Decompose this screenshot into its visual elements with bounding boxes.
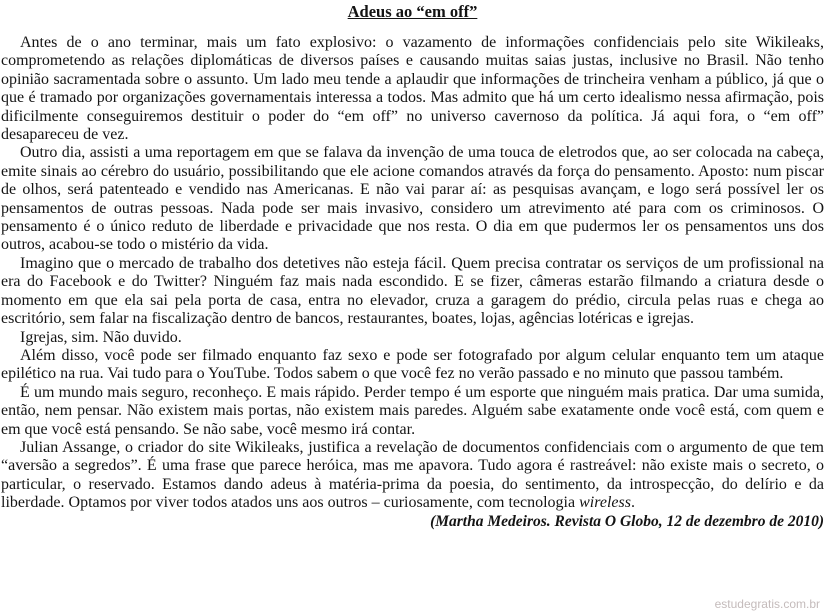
paragraph-text: É um mundo mais seguro, reconheço. E mais rápido. Perder tempo é um esporte que ninguém mais pratica. Dar uma sumida, então, nem pensar. Não existem mais portas, não existem mais paredes. Alguém sabe exatamente onde você está, com quem e em que você está pensando. Se não sabe, você mesmo irá contar. xyxy=(1,383,824,438)
paragraph xyxy=(1,384,824,439)
paragraph xyxy=(1,144,824,254)
paragraph-text: Além disso, você pode ser filmado enquanto faz sexo e pode ser fotografado por algum celular enquanto tem um ataque epilético na rua. Vai tudo para o YouTube. Todos sabem o que você fez no verão passado e no minuto que passou também. xyxy=(1,346,824,383)
paragraph-text: Igrejas, sim. Não duvido. xyxy=(20,328,182,346)
attribution: (Martha Medeiros. Revista O Globo, 12 de dezembro de 2010) xyxy=(430,512,824,530)
paragraph xyxy=(1,34,824,144)
paragraph-text: Outro dia, assisti a uma reportagem em que se falava da invenção de uma touca de eletrodos que, ao ser colocada na cabeça, emite sinais ao cérebro do usuário, possibilitando que ele acione comandos através da força do pensamento. Aposto: num piscar de olhos, será patenteado e vendido nas Americanas. E não vai parar aí: as pesquisas avançam, e logo será possível ler os pensamentos de outras pessoas. Nada pode ser mais invasivo, considero um atrevimento até para com os criminosos. O pensamento é o único reduto de liberdade e privacidade que nos resta. O dia em que pudermos ler os pensamentos uns dos outros, acabou-se todo o mistério da vida. xyxy=(1,144,824,254)
paragraph-text: Julian Assange, o criador do site Wikileaks, justifica a revelação de documentos confidenciais com o argumento de que tem “aversão a segredos”. É uma frase que parece heróica, mas me apavora. Tudo agora é rastreável: não existe mais o secreto, o particular, o reservado. Estamos dando adeus à matéria-prima da poesia, do sentimento, da introspecção, do delírio e da liberdade. Optamos por viver todos atados uns aos outros – curiosamente, com tecnologia xyxy=(1,438,824,512)
document-body xyxy=(1,34,824,513)
italic-text: wireless xyxy=(579,494,631,512)
document-title: Adeus ao “em off” xyxy=(347,2,478,21)
paragraph xyxy=(1,329,824,347)
paragraph xyxy=(1,439,824,513)
paragraph xyxy=(1,255,824,329)
watermark: estudegratis.com.br xyxy=(714,597,820,611)
paragraph-text: Antes de o ano terminar, mais um fato explosivo: o vazamento de informações confidenciais pelo site Wikileaks, comprometendo as relações diplomáticas de diversos países e causando muitas saias justas, inclusive no Brasil. Não tenho opinião sacramentada sobre o assunto. Um lado meu tende a aplaudir que informações de trincheira venham a público, já que o que é tramado por organizações governamentais interessa a todos. Mas admito que há um certo idealismo nessa afirmação, pois dificilmente conseguiremos destituir o poder do “em off” no universo cavernoso da política. Já aqui fora, o “em off” desapareceu de vez. xyxy=(1,34,824,144)
paragraph xyxy=(1,347,824,384)
paragraph-text: . xyxy=(630,494,635,512)
paragraph-text: Imagino que o mercado de trabalho dos detetives não esteja fácil. Quem precisa contratar os serviços de um profissional na era do Facebook e do Twitter? Ninguém faz mais nada escondido. E se fizer, câmeras estarão filmando a criatura desde o momento em que ela sai pela porta de casa, entra no elevador, cruza a garagem do prédio, circula pelas ruas e chega ao escritório, sem falar na fiscalização dentro de bancos, restaurantes, boates, lojas, agências lotéricas e igrejas. xyxy=(1,254,824,328)
